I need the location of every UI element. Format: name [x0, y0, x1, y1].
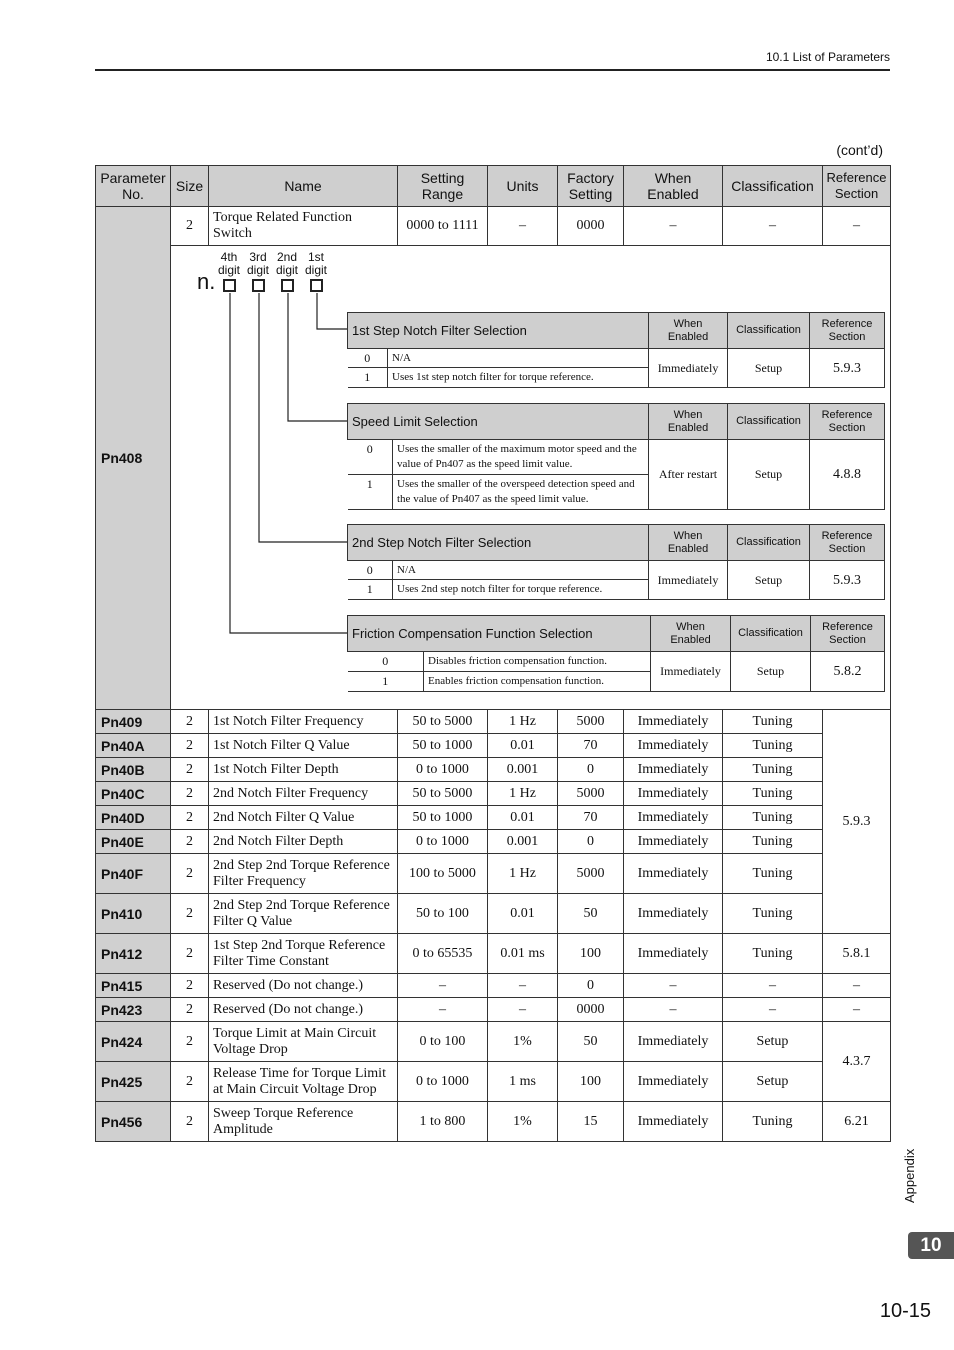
- classification-cell: –: [723, 998, 823, 1022]
- factory-cell: 50: [558, 1022, 624, 1062]
- when-cell: Immediately: [624, 782, 723, 806]
- setting-description: Uses the smaller of the overspeed detection speed and the value of Pn407 as the speed limit value.: [393, 475, 649, 510]
- param-no: Pn40D: [96, 806, 171, 830]
- when-cell: –: [624, 974, 723, 998]
- table-row: [96, 854, 891, 894]
- range-cell: 50 to 5000: [398, 782, 488, 806]
- reference-cell: 6.21: [823, 1102, 891, 1142]
- units-cell: 1%: [488, 1022, 558, 1062]
- subtable-cls: Setup: [731, 652, 811, 692]
- factory-cell: 0: [558, 758, 624, 782]
- range-cell: 50 to 5000: [398, 710, 488, 734]
- table-row: [96, 207, 891, 246]
- table-row: [96, 934, 891, 974]
- range-cell: 50 to 100: [398, 894, 488, 934]
- range-cell: –: [398, 998, 488, 1022]
- param-no: Pn424: [96, 1022, 171, 1062]
- subtable-ref: 5.9.3: [810, 561, 885, 600]
- units-cell: 0.01: [488, 806, 558, 830]
- when-cell: –: [624, 207, 723, 246]
- name-cell: Reserved (Do not change.): [209, 998, 398, 1022]
- subtable-ref-header: Reference Section: [811, 616, 885, 652]
- col-header-units: Units: [488, 166, 558, 207]
- setting-description: Disables friction compensation function.: [424, 652, 651, 672]
- name-cell: Release Time for Torque Limit at Main Circuit Voltage Drop: [209, 1062, 398, 1102]
- setting-value: 1: [348, 475, 393, 510]
- chapter-tab: 10: [908, 1232, 954, 1259]
- subtable-when-header: When Enabled: [649, 525, 728, 561]
- table-row: [96, 806, 891, 830]
- factory-cell: 100: [558, 1062, 624, 1102]
- classification-cell: Tuning: [723, 734, 823, 758]
- size-cell: 2: [171, 207, 209, 246]
- digit-label-2nd: 2nd digit: [275, 250, 298, 277]
- units-cell: 1 Hz: [488, 710, 558, 734]
- units-cell: –: [488, 974, 558, 998]
- subtable-ref: 5.8.2: [811, 652, 885, 692]
- units-cell: 1 Hz: [488, 854, 558, 894]
- factory-cell: 5000: [558, 782, 624, 806]
- classification-cell: Tuning: [723, 894, 823, 934]
- classification-cell: Setup: [723, 1062, 823, 1102]
- size-cell: 2: [171, 782, 209, 806]
- name-cell: 2nd Notch Filter Depth: [209, 830, 398, 854]
- classification-cell: Setup: [723, 1022, 823, 1062]
- size-cell: 2: [171, 934, 209, 974]
- subtable-when: Immediately: [649, 561, 728, 600]
- classification-cell: Tuning: [723, 934, 823, 974]
- when-cell: Immediately: [624, 734, 723, 758]
- factory-cell: 5000: [558, 710, 624, 734]
- size-cell: 2: [171, 806, 209, 830]
- classification-cell: Tuning: [723, 758, 823, 782]
- subtable-title: 1st Step Notch Filter Selection: [348, 313, 649, 349]
- units-cell: –: [488, 998, 558, 1022]
- param-no: Pn423: [96, 998, 171, 1022]
- range-cell: 0 to 65535: [398, 934, 488, 974]
- reference-cell: 5.9.3: [823, 710, 891, 934]
- table-row: [96, 734, 891, 758]
- when-cell: Immediately: [624, 1102, 723, 1142]
- table-row: [96, 998, 891, 1022]
- factory-cell: 0: [558, 974, 624, 998]
- param-no: Pn410: [96, 894, 171, 934]
- subtable-ref: 4.8.8: [810, 440, 885, 510]
- setting-description: N/A: [393, 561, 649, 580]
- parameter-table: [95, 165, 891, 1142]
- subtable-when-header: When Enabled: [649, 404, 728, 440]
- setting-value: 1: [348, 368, 388, 388]
- param-no: Pn40E: [96, 830, 171, 854]
- name-cell: 1st Notch Filter Q Value: [209, 734, 398, 758]
- units-cell: 1%: [488, 1102, 558, 1142]
- appendix-side-label: Appendix: [902, 1148, 917, 1203]
- name-cell: Reserved (Do not change.): [209, 974, 398, 998]
- subtable-cls: Setup: [728, 440, 810, 510]
- units-cell: –: [488, 207, 558, 246]
- name-cell: Torque Limit at Main Circuit Voltage Drop: [209, 1022, 398, 1062]
- setting-description: Uses the smaller of the maximum motor speed and the value of Pn407 as the speed limit value.: [393, 440, 649, 475]
- table-row: [96, 830, 891, 854]
- col-header-name: Name: [209, 166, 398, 207]
- setting-description: Uses 2nd step notch filter for torque reference.: [393, 580, 649, 600]
- factory-cell: 0000: [558, 998, 624, 1022]
- size-cell: 2: [171, 758, 209, 782]
- size-cell: 2: [171, 1022, 209, 1062]
- when-cell: Immediately: [624, 758, 723, 782]
- name-cell: 1st Step 2nd Torque Reference Filter Time Constant: [209, 934, 398, 974]
- name-cell: 2nd Notch Filter Q Value: [209, 806, 398, 830]
- page-number: 10-15: [879, 1300, 931, 1322]
- param-no: Pn409: [96, 710, 171, 734]
- digit-label-4th: 4th digit: [217, 250, 240, 277]
- subtable-ref-header: Reference Section: [810, 525, 885, 561]
- size-cell: 2: [171, 894, 209, 934]
- units-cell: 0.01: [488, 894, 558, 934]
- when-cell: Immediately: [624, 1022, 723, 1062]
- subtable-cls: Setup: [728, 349, 810, 388]
- setting-value: 1: [348, 580, 393, 600]
- when-cell: Immediately: [624, 710, 723, 734]
- digit-diagram: [171, 246, 891, 710]
- subtable-title: Speed Limit Selection: [348, 404, 649, 440]
- when-cell: Immediately: [624, 934, 723, 974]
- reference-cell: –: [823, 207, 891, 246]
- param-no: Pn415: [96, 974, 171, 998]
- diagram-row: [96, 246, 891, 710]
- subtable-when: After restart: [649, 440, 728, 510]
- range-cell: 0 to 1000: [398, 758, 488, 782]
- header-rule: [95, 69, 890, 71]
- classification-cell: Tuning: [723, 710, 823, 734]
- col-header-reference: Reference Section: [823, 166, 891, 207]
- when-cell: –: [624, 998, 723, 1022]
- table-row: [96, 1022, 891, 1062]
- param-no: Pn412: [96, 934, 171, 974]
- table-row: [96, 894, 891, 934]
- range-cell: 0 to 1000: [398, 1062, 488, 1102]
- digit-label-1st: 1st digit: [304, 250, 327, 277]
- table-row: [96, 974, 891, 998]
- range-cell: 100 to 5000: [398, 854, 488, 894]
- subtable-ref: 5.9.3: [810, 349, 885, 388]
- name-cell: 2nd Notch Filter Frequency: [209, 782, 398, 806]
- classification-cell: Tuning: [723, 1102, 823, 1142]
- subtable-ref-header: Reference Section: [810, 404, 885, 440]
- reference-cell: –: [823, 974, 891, 998]
- subtable-cls-header: Classification: [728, 313, 810, 349]
- subtable-ref-header: Reference Section: [810, 313, 885, 349]
- setting-value: 0: [348, 349, 388, 368]
- continued-label: (cont’d): [836, 142, 883, 158]
- when-cell: Immediately: [624, 1062, 723, 1102]
- digit-label-3rd: 3rd digit: [246, 250, 269, 277]
- subtable-when: Immediately: [651, 652, 731, 692]
- name-cell: 2nd Step 2nd Torque Reference Filter Frequency: [209, 854, 398, 894]
- classification-cell: –: [723, 974, 823, 998]
- reference-cell: –: [823, 998, 891, 1022]
- subtable-2nd-notch: [347, 524, 885, 600]
- setting-description: Enables friction compensation function.: [424, 672, 651, 692]
- when-cell: Immediately: [624, 854, 723, 894]
- size-cell: 2: [171, 1102, 209, 1142]
- table-header-row: [96, 166, 891, 207]
- reference-cell: 4.3.7: [823, 1022, 891, 1102]
- param-no: Pn40B: [96, 758, 171, 782]
- factory-cell: 70: [558, 734, 624, 758]
- subtable-when: Immediately: [649, 349, 728, 388]
- size-cell: 2: [171, 710, 209, 734]
- units-cell: 0.001: [488, 830, 558, 854]
- units-cell: 1 Hz: [488, 782, 558, 806]
- col-header-range: Setting Range: [398, 166, 488, 207]
- range-cell: 50 to 1000: [398, 806, 488, 830]
- name-cell: 1st Notch Filter Frequency: [209, 710, 398, 734]
- col-header-size: Size: [171, 166, 209, 207]
- subtable-title: Friction Compensation Function Selection: [348, 616, 651, 652]
- subtable-when-header: When Enabled: [651, 616, 731, 652]
- table-row: [96, 710, 891, 734]
- table-row: [96, 1062, 891, 1102]
- units-cell: 1 ms: [488, 1062, 558, 1102]
- name-cell: 2nd Step 2nd Torque Reference Filter Q Value: [209, 894, 398, 934]
- setting-value: 0: [348, 652, 424, 672]
- when-cell: Immediately: [624, 830, 723, 854]
- factory-cell: 5000: [558, 854, 624, 894]
- subtable-speed-limit: [347, 403, 885, 510]
- range-cell: 0000 to 1111: [398, 207, 488, 246]
- setting-value: 0: [348, 561, 393, 580]
- param-no: Pn40F: [96, 854, 171, 894]
- param-no: Pn40A: [96, 734, 171, 758]
- table-row: [96, 782, 891, 806]
- size-cell: 2: [171, 998, 209, 1022]
- factory-cell: 0000: [558, 207, 624, 246]
- range-cell: 50 to 1000: [398, 734, 488, 758]
- when-cell: Immediately: [624, 894, 723, 934]
- setting-value: 0: [348, 440, 393, 475]
- param-no: Pn408: [96, 207, 171, 710]
- classification-cell: Tuning: [723, 806, 823, 830]
- size-cell: 2: [171, 830, 209, 854]
- units-cell: 0.01 ms: [488, 934, 558, 974]
- subtable-cls-header: Classification: [728, 525, 810, 561]
- table-row: [96, 1102, 891, 1142]
- subtable-cls-header: Classification: [731, 616, 811, 652]
- subtable-title: 2nd Step Notch Filter Selection: [348, 525, 649, 561]
- when-cell: Immediately: [624, 806, 723, 830]
- units-cell: 0.001: [488, 758, 558, 782]
- units-cell: 0.01: [488, 734, 558, 758]
- col-header-classification: Classification: [723, 166, 823, 207]
- param-no: Pn425: [96, 1062, 171, 1102]
- classification-cell: –: [723, 207, 823, 246]
- size-cell: 2: [171, 1062, 209, 1102]
- col-header-when: When Enabled: [624, 166, 723, 207]
- col-header-param: Parameter No.: [96, 166, 171, 207]
- subtable-friction: [347, 615, 885, 692]
- factory-cell: 70: [558, 806, 624, 830]
- size-cell: 2: [171, 734, 209, 758]
- range-cell: 1 to 800: [398, 1102, 488, 1142]
- col-header-factory: Factory Setting: [558, 166, 624, 207]
- n-prefix: n.: [197, 269, 216, 294]
- range-cell: 0 to 100: [398, 1022, 488, 1062]
- name-cell: Sweep Torque Reference Amplitude: [209, 1102, 398, 1142]
- range-cell: 0 to 1000: [398, 830, 488, 854]
- name-cell: 1st Notch Filter Depth: [209, 758, 398, 782]
- classification-cell: Tuning: [723, 782, 823, 806]
- subtable-1st-notch: [347, 312, 885, 388]
- range-cell: –: [398, 974, 488, 998]
- param-no: Pn456: [96, 1102, 171, 1142]
- running-header: 10.1 List of Parameters: [765, 50, 890, 64]
- factory-cell: 15: [558, 1102, 624, 1142]
- subtable-cls: Setup: [728, 561, 810, 600]
- factory-cell: 0: [558, 830, 624, 854]
- setting-value: 1: [348, 672, 424, 692]
- subtable-cls-header: Classification: [728, 404, 810, 440]
- classification-cell: Tuning: [723, 854, 823, 894]
- reference-cell: 5.8.1: [823, 934, 891, 974]
- factory-cell: 50: [558, 894, 624, 934]
- setting-description: Uses 1st step notch filter for torque reference.: [388, 368, 649, 388]
- size-cell: 2: [171, 974, 209, 998]
- size-cell: 2: [171, 854, 209, 894]
- classification-cell: Tuning: [723, 830, 823, 854]
- table-row: [96, 758, 891, 782]
- name-cell: Torque Related Function Switch: [209, 207, 398, 246]
- param-no: Pn40C: [96, 782, 171, 806]
- setting-description: N/A: [388, 349, 649, 368]
- factory-cell: 100: [558, 934, 624, 974]
- subtable-when-header: When Enabled: [649, 313, 728, 349]
